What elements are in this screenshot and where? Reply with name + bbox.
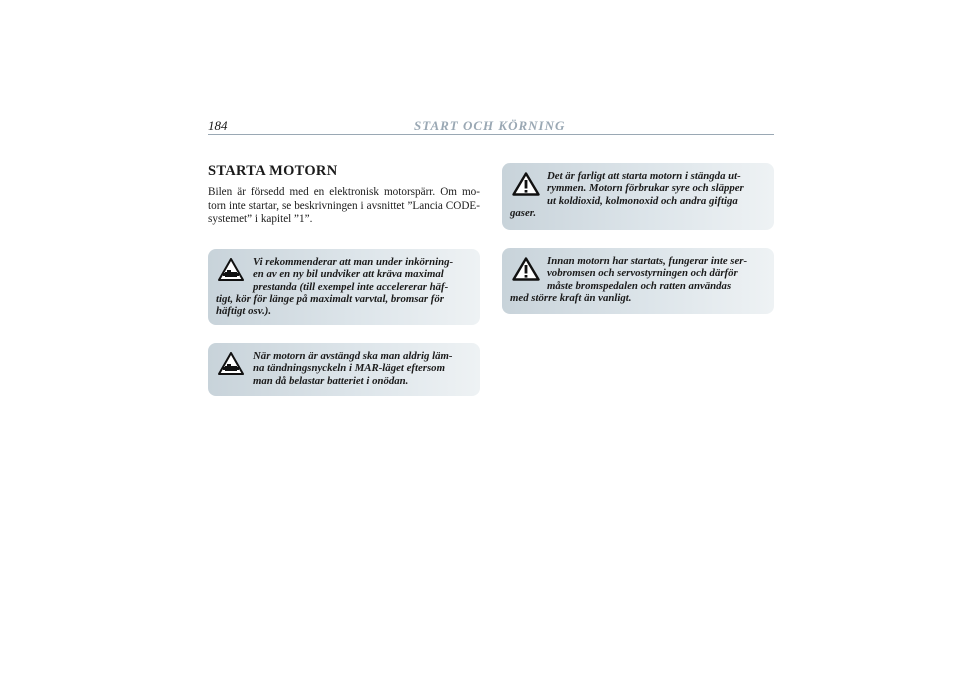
note-line: tigt, kör för länge på maximalt varvtal, bromsar för: [216, 293, 444, 305]
note-line: man då belastar batteriet i onödan.: [253, 374, 409, 387]
warning-line: med större kraft än vanligt.: [510, 292, 632, 304]
section-title: START OCH KÖRNING: [414, 118, 566, 133]
note-box-break-in: [208, 249, 480, 325]
warning-triangle-icon: [512, 257, 540, 281]
intro-paragraph: Bilen är försedd med en elektronisk motorspärr. Om mo-torn inte startar, se beskrivningen i avsnittet ”Lancia CODE-systemet” i kapitel ”1”.: [208, 186, 480, 225]
note-line: prestanda (till exempel inte accelererar häf-: [253, 280, 449, 293]
engine-warning-icon: [218, 258, 244, 281]
warning-line: ut koldioxid, kolmonoxid och andra giftiga: [547, 194, 738, 207]
note-line: en av en ny bil undviker att kräva maximal: [253, 268, 444, 281]
engine-warning-icon: [218, 352, 244, 375]
note-line: häftigt osv.).: [216, 305, 272, 318]
section-heading: STARTA MOTORN: [208, 163, 338, 179]
warning-line: vobromsen och servostyrningen och därför: [547, 267, 738, 280]
warning-box-closed-space: [502, 163, 774, 230]
note-line: na tändningsnyckeln i MAR-läget eftersom: [253, 362, 445, 375]
page-header: [208, 118, 774, 136]
warning-line: rymmen. Motorn förbrukar syre och släpper: [547, 182, 744, 195]
warning-line: måste bromspedalen och ratten användas: [547, 279, 732, 292]
warning-line: gaser.: [510, 207, 537, 219]
note-box-battery: [208, 343, 480, 396]
warning-triangle-icon: [512, 172, 540, 196]
warning-line: Innan motorn har startats, fungerar inte ser-: [547, 255, 748, 267]
header-rule: [208, 134, 774, 135]
page-number: 184: [208, 118, 228, 133]
note-line: När motorn är avstängd ska man aldrig läm-: [253, 350, 453, 362]
warning-box-servo: [502, 248, 774, 314]
note-line: Vi rekommenderar att man under inkörning-: [253, 256, 454, 268]
warning-line: Det är farligt att starta motorn i stängda ut-: [547, 170, 741, 182]
